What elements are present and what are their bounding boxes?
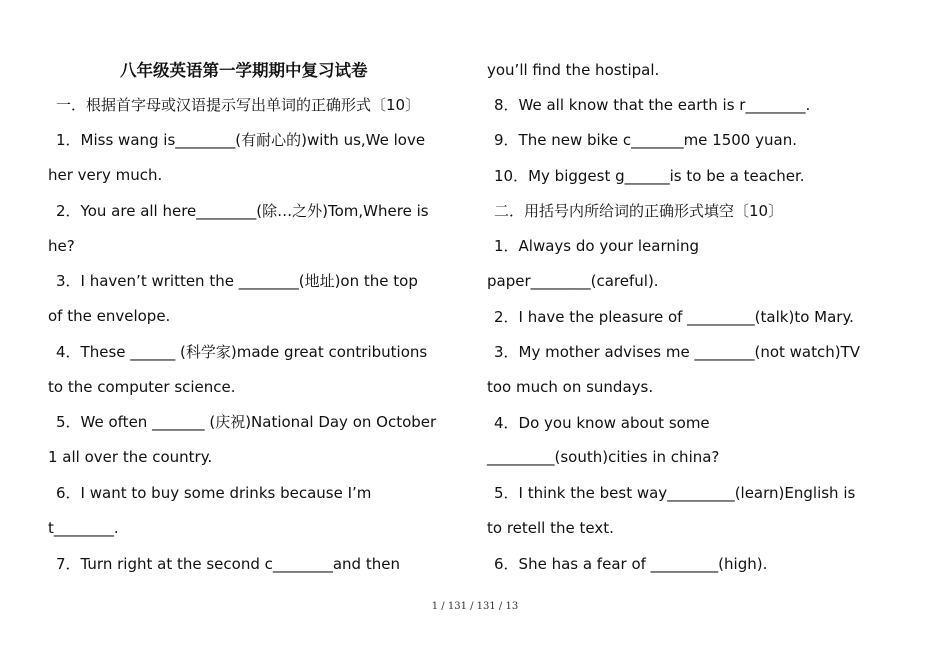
question-line: 1 all over the country. xyxy=(48,448,213,466)
question-line: to the computer science. xyxy=(48,378,236,396)
question-line: paper________(careful). xyxy=(487,272,659,290)
question-line: _________(south)cities in china? xyxy=(487,448,720,466)
question-line: 5．We often _______ (庆祝)National Day on October xyxy=(56,413,437,431)
question-line: her very much. xyxy=(48,166,163,184)
question-line: to retell the text. xyxy=(487,519,614,537)
question-line: you’ll find the hostipal. xyxy=(487,61,660,79)
question-line: 4．These ______ (科学家)made great contributions xyxy=(56,343,428,361)
question-line: 1．Always do your learning xyxy=(494,237,700,255)
question-line: 1．Miss wang is________(有耐心的)with us,We love xyxy=(56,131,426,149)
question-line: 9．The new bike c_______me 1500 yuan. xyxy=(494,131,797,149)
page-number-footer: 1 / 131 / 131 / 13 xyxy=(431,601,519,612)
question-line: 4．Do you know about some xyxy=(494,414,710,432)
question-line: 6．She has a fear of _________(high). xyxy=(494,555,768,573)
question-line: t________. xyxy=(48,519,119,537)
question-line: 2．I have the pleasure of _________(talk)to Mary. xyxy=(494,308,854,326)
question-line: 3．I haven’t written the ________(地址)on the top xyxy=(56,272,418,290)
section-two-heading: 二．用括号内所给词的正确形式填空〔10〕 xyxy=(494,202,784,220)
question-line: 5．I think the best way_________(learn)English is xyxy=(494,484,856,502)
question-line: 8．We all know that the earth is r________. xyxy=(494,96,811,114)
question-line: too much on sundays. xyxy=(487,378,654,396)
question-line: 10．My biggest g______is to be a teacher. xyxy=(494,167,805,185)
question-line: he? xyxy=(48,237,75,255)
question-line: of the envelope. xyxy=(48,307,171,325)
question-line: 3．My mother advises me ________(not watch)TV xyxy=(494,343,861,361)
question-line: 6．I want to buy some drinks because I’m xyxy=(56,484,372,502)
page-title: 八年级英语第一学期期中复习试卷 xyxy=(120,61,368,80)
question-line: 2．You are all here________(除…之外)Tom,Where is xyxy=(56,202,429,220)
section-one-heading: 一．根据首字母或汉语提示写出单词的正确形式〔10〕 xyxy=(56,96,421,114)
question-line: 7．Turn right at the second c________and then xyxy=(56,555,400,573)
